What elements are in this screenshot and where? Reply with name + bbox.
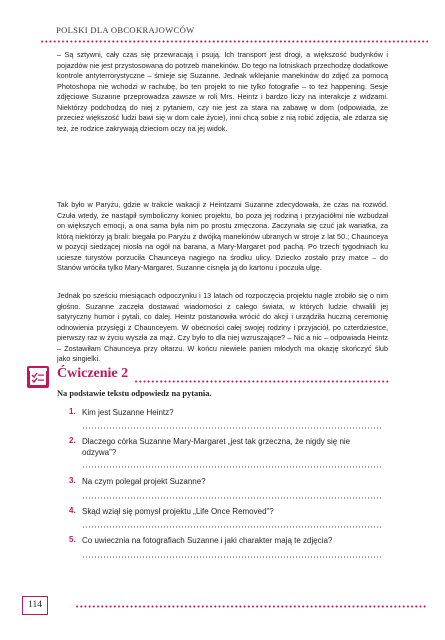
running-header: POLSKI DLA OBCOKRAJOWCÓW xyxy=(56,25,195,35)
checklist-icon xyxy=(27,366,49,388)
paragraph: – Są sztywni, cały czas się przewracają i psują. Ich transport jest drogi, a większość budynków i pojazdów nie jest przystosowana do potrzeb manekinów. Do tego na lotniskach przechodzę dodatkowe kontrole antyterrorystyczne – śmieje się Suzanne. Jednak wklejanie manekinów do zdjęć za pomocą Photoshopa nie wchodzi w rachubę, bo ten projekt to nie tylko fotografie – to też happening. Sesje zdjęciowe Suzanne przeprowadza zawsze w roli Mrs. Heintz i bardzo liczy na interakcje z widzami. Niektórzy podchodzą do niej z pytaniem, czy nie jest za stara na zabawę w dom (odpowiada, że przecież większość ludzi bawi się w dom całe życie), inni chcą sobie z nią robić zdjęcia, ale zdarza się też, że rodzice zakrywają dzieciom oczy na jej widok. xyxy=(57,50,388,133)
paragraph: Tak było w Paryżu, gdzie w trakcie wakacji z Heintzami Suzanne zdecydowała, że czas na rozwód. Czuła wtedy, że nastąpił symboliczny koniec projektu, bo poza jej rodziną i przyjaciółmi nie wzbudzał on większych emocji, a ona sama była nim po prostu zmęczona. Zaczynała się czuć jak wariatka, za którą niektórzy ją brali: biegała po Paryżu z dwójką manekinów ubranych w stroje z lat 50.; Chaunceya w pozycji siedzącej niosła na ogół na barana, a Mary-Margaret pod pachą. Po trzech tygodniach ku uciesze turystów porzuciła Chaunceya nagiego na środku ulicy. Dziecko zostało przy matce – do Stanów wróciła tylko Mary-Margaret. Suzanne cisnęła ją do kartonu i poczuła ulgę. xyxy=(57,200,388,272)
exercise-dotted-rule xyxy=(134,380,390,383)
question-number: 1. xyxy=(69,407,76,416)
answer-line[interactable] xyxy=(82,556,382,558)
exercise-title: Ćwiczenie 2 xyxy=(57,366,129,381)
footer-dotted-rule xyxy=(75,605,427,608)
exercise-instruction: Na podstawie tekstu odpowiedz na pytania. xyxy=(57,389,212,398)
question-number: 5. xyxy=(69,535,76,544)
answer-line[interactable] xyxy=(82,497,382,499)
question-text: Kim jest Suzanne Heintz? xyxy=(82,408,174,417)
question-text: Co uwiecznia na fotografiach Suzanne i jaki charakter mają te zdjęcia? xyxy=(82,536,333,545)
question-number: 3. xyxy=(69,476,76,485)
answer-line[interactable] xyxy=(82,466,382,468)
page-number: 114 xyxy=(22,596,48,615)
question-text: Dlaczego córka Suzanne Mary-Margaret „jest tak grzeczna, że nigdy się nie odzywa”? xyxy=(82,437,351,457)
question-number: 2. xyxy=(69,436,76,445)
answer-line[interactable] xyxy=(82,526,382,528)
paragraph: Jednak po sześciu miesiącach odpoczynku i 13 latach od rozpoczęcia projektu nagle zrobiło się o nim głośno. Suzanne zaczęła dostawać wiadomości z całego świata, w których ludzie chwalili jej satyryczny humor i pytali, co dalej. Heintz postanowiła wrócić do akcji i urządziła huczną ceremonię odnowienia przysięgi z Chaunceyem. W obecności całej swojej rodziny i przyjaciół, po czterdziestce, pierwszy raz w życiu wyszła za mąż. Czy było to dla niej wzruszające? – Nic a nic – odpowiada Heintz – Zostawiłam Chaunceya przy ołtarzu. W końcu niewiele panien młodych ma okazję skończyć ślub jako singielki. xyxy=(57,291,388,363)
question-number: 4. xyxy=(69,506,76,515)
question-text: Na czym polegał projekt Suzanne? xyxy=(82,477,206,486)
header-dotted-rule xyxy=(40,40,428,43)
answer-line[interactable] xyxy=(82,427,382,429)
question-text: Skąd wziął się pomysł projektu „Life Once Removed”? xyxy=(82,507,274,516)
